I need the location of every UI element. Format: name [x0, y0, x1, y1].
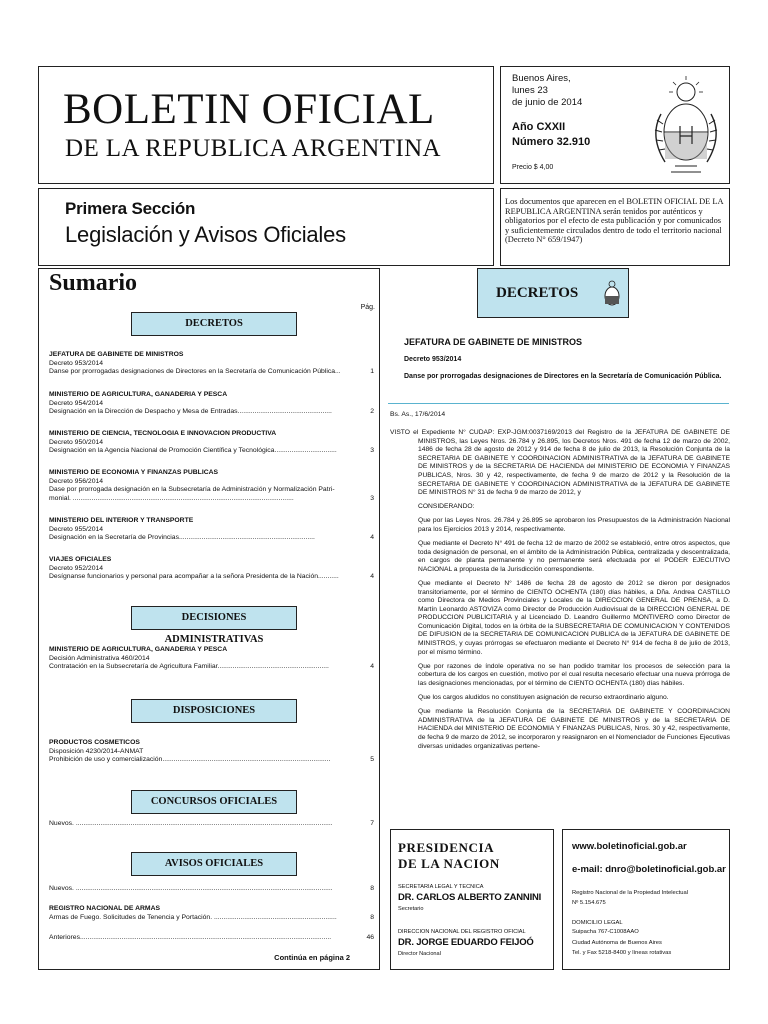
decretos-banner	[477, 268, 629, 318]
entry-decree: Decreto 952/2014	[49, 564, 104, 572]
entry-disposition: Disposición 4230/2014-ANMAT	[49, 747, 144, 755]
entry-text: Anteriores.....................................................................................................................................	[49, 934, 332, 941]
masthead-date-box	[500, 66, 730, 184]
email-link[interactable]: e-mail: dnro@boletinoficial.gob.ar	[572, 864, 726, 875]
secretaria-role: Secretario	[398, 906, 424, 912]
address-label: DOMICILIO LEGAL	[572, 920, 623, 926]
entry-decree: Decreto 950/2014	[49, 438, 104, 446]
legal-notice: Los documentos que aparecen en el BOLETIN OFICIAL DE LA REPUBLICA ARGENTINA serán tenidos por auténticos y obligatorios por el efecto de esta publicación y por comunicados y suficientemente circulados dentro de todo el territorio nacional (Decreto N° 659/1947)	[505, 197, 724, 245]
decree-body	[390, 429, 730, 757]
entry-page: 3	[370, 447, 374, 455]
date-full: de junio de 2014	[512, 97, 583, 108]
section-box	[38, 188, 494, 266]
sumario-entry[interactable]	[49, 517, 374, 543]
entry-decree: Decreto 956/2014	[49, 477, 104, 485]
sumario-entry[interactable]	[49, 934, 374, 943]
date-day: lunes 23	[512, 85, 548, 96]
page-label: Pág.	[360, 304, 375, 311]
year-label: Año CXXII	[512, 121, 566, 133]
decree-number: Decreto 953/2014	[404, 356, 462, 363]
entry-page: 1	[370, 368, 374, 376]
entry-org: MINISTERIO DEL INTERIOR Y TRANSPORTE	[49, 517, 194, 524]
entry-text: Prohibición de uso y comercialización.........................................................................................	[49, 756, 331, 764]
entry-text: Dase por prorrogada designación en la Subsecretaría de Administración y Normalización Patri-	[49, 486, 335, 494]
entry-text: Armas de Fuego. Solicitudes de Tenencia y Portación. .................................................................	[49, 913, 337, 921]
disposiciones-header: DISPOSICIONES	[131, 699, 297, 723]
entry-page: 8	[370, 885, 374, 892]
entry-page: 7	[370, 820, 374, 827]
masthead-title-box	[38, 66, 494, 184]
avisos-header: AVISOS OFICIALES	[131, 852, 297, 876]
entry-page: 8	[370, 913, 374, 921]
registry-label: Registro Nacional de la Propiedad Intelectual	[572, 890, 689, 896]
entry-decree: Decreto 954/2014	[49, 399, 104, 407]
sumario-entry[interactable]	[49, 391, 374, 417]
decree-divider	[388, 403, 729, 404]
decree-summary: Danse por prorrogadas designaciones de Directores en la Secretaría de Comunicación Pública.	[404, 373, 722, 380]
entry-text: Contratación en la Subsecretaría de Agricultura Familiar...........................................................	[49, 663, 329, 671]
sumario-entry[interactable]	[49, 885, 374, 894]
address-city: Ciudad Autónoma de Buenos Aires	[572, 940, 662, 946]
sumario-entry[interactable]	[49, 430, 374, 456]
entry-text: Designación en la Secretaría de Provincias........................................................................	[49, 534, 315, 542]
newspaper-title: BOLETIN OFICIAL	[63, 86, 435, 133]
entry-text: Nuevos. ........................................................................................................................................	[49, 885, 333, 892]
entry-page: 4	[370, 573, 374, 581]
entry-org: PRODUCTOS COSMETICOS	[49, 739, 140, 746]
entry-decree: Decreto 953/2014	[49, 359, 104, 367]
decree-paragraph: Que mediante el Decreto N° 1486 de fecha 28 de agosto de 2012 se dieron por designados transitoriamente, por el término de CIENTO OCHENTA (180) días hábiles, a Dña. Andrea CASTILLO como Directora de Medios Provinciales y Locales de la DIRECCION GENERAL DE PRENSA, a D. Martín Leonardo ASTOVIZA como Director de Producción Audiovisual de la DIRECCION GENERAL DE PRODUCCION PUBLICITARIA y al Licenciado D. Leandro Guillermo MONTIVERO como Director de Comunicación Digital, todos en la órbita de la SUBSECRETARIA DE COMUNICACION Y CONTENIDOS DE DIFUSION de la SECRETARIA DE COMUNICACION PUBLICA de la JEFATURA DE GABINETE DE MINISTROS, y cuyas prórrogas se efectuaron mediante el Decreto N° 914 de fecha 8 de julio de 2013, por el mismo término.	[418, 579, 730, 656]
presidencia-box	[390, 829, 554, 970]
coat-of-arms-icon	[602, 280, 622, 308]
sumario-entry[interactable]	[49, 739, 374, 765]
entry-org: JEFATURA DE GABINETE DE MINISTROS	[49, 351, 184, 358]
sumario-entry[interactable]	[49, 556, 374, 582]
address-street: Suipacha 767-C1008AAO	[572, 929, 639, 935]
direccion-name: DR. JORGE EDUARDO FEIJOÓ	[398, 937, 534, 948]
decree-paragraph: Que por las Leyes Nros. 26.784 y 26.895 se aprobaron los Presupuestos de la Administración Nacional para los Ejercicios 2013 y 2014, respectivamente.	[418, 517, 730, 533]
date-city: Buenos Aires,	[512, 73, 571, 84]
entry-text: Designación en la Dirección de Despacho y Mesa de Entradas..................................................	[49, 408, 332, 416]
entry-decision: Decisión Administrativa 460/2014	[49, 654, 150, 662]
entry-org: MINISTERIO DE AGRICULTURA, GANADERIA Y PESCA	[49, 391, 228, 398]
entry-org: REGISTRO NACIONAL DE ARMAS	[49, 905, 161, 912]
entry-page: 4	[370, 534, 374, 542]
decree-visto: VISTO el Expediente N° CUDAP: EXP-JGM:0037169/2013 del Registro de la JEFATURA DE GABINETE DE MINISTROS, las Leyes Nros. 26.784 y 26.895, los Decretos Nros. 491 de fecha 12 de marzo de 2002, 1486 de fecha 28 de agosto de 2012 y 914 de fecha 8 de julio de 2013, la Resolución Conjunta de la SECRETARIA DE GABINETE Y COORDINACION ADMINISTRATIVA de la JEFATURA DE GABINETE DE MINISTROS y de la SECRETARIA DE HACIENDA del MINISTERIO DE ECONOMIA Y FINANZAS PUBLICAS, Nros. 30 y 42, respectivamente, de fecha 9 de marzo de 2012 y la Resolución de la SECRETARIA DE GABINETE Y COORDINACION ADMINISTRATIVA de la JEFATURA DE GABINETE DE MINISTROS N° 31 de fecha 9 de marzo de 2012, y	[390, 429, 730, 497]
entry-page: 5	[370, 756, 374, 764]
sumario-entry[interactable]	[49, 469, 374, 503]
decree-paragraph: Que por razones de índole operativa no se han podido tramitar los procesos de selección para la cobertura de los cargos en cuestión, motivo por el cual resulta necesario efectuar una nueva prórroga de las designaciones mencionadas, por el término de CIENTO OCHENTA (180) días hábiles.	[418, 662, 730, 687]
phone-info: Tel. y Fax 5218-8400 y líneas rotativas	[572, 950, 672, 956]
registry-number: Nº 5.154.675	[572, 900, 606, 906]
entry-org: VIAJES OFICIALES	[49, 556, 112, 563]
entry-page: 4	[370, 663, 374, 671]
decree-date: Bs. As., 17/6/2014	[390, 411, 446, 418]
decree-paragraph: Que los cargos aludidos no constituyen asignación de recurso extraordinario alguno.	[418, 694, 669, 702]
entry-text: Danse por prorrogadas designaciones de Directores en la Secretaría de Comunicación Pública...	[49, 368, 341, 376]
website-link[interactable]: www.boletinoficial.gob.ar	[572, 841, 687, 852]
price-label: Precio $ 4,00	[512, 164, 554, 171]
sumario-title: Sumario	[49, 270, 138, 296]
secretaria-name: DR. CARLOS ALBERTO ZANNINI	[398, 892, 542, 903]
decree-paragraph: Que mediante la Resolución Conjunta de la SECRETARIA DE GABINETE Y COORDINACION ADMINISTRATIVA de la JEFATURA DE GABINETE DE MINISTROS y de la SECRETARIA DE HACIENDA del MINISTERIO DE ECONOMIA Y FINANZAS PUBLICAS, Nros. 30 y 42, respectivamente, de fecha 9 de marzo de 2012, se incorporaron y reasignaron en el Nomenclador de Funciones Ejecutivas diversas unidades organizativas pertene-	[418, 708, 730, 750]
direccion-label: DIRECCION NACIONAL DEL REGISTRO OFICIAL	[398, 929, 526, 935]
decree-paragraph: Que mediante el Decreto N° 491 de fecha 12 de marzo de 2002 se estableció, entre otros aspectos, que toda designación de personal, en el ámbito de la Administración Pública, centralizada y descentralizada, en cargos de planta permanente y no permanente será efectuada por el PODER EJECUTIVO NACIONAL a propuesta de la Jurisdicción correspondiente.	[418, 540, 730, 573]
decretos-banner-label: DECRETOS	[496, 285, 579, 301]
concursos-header: CONCURSOS OFICIALES	[131, 790, 297, 814]
entry-page: 46	[366, 934, 374, 941]
decree-considerando: CONSIDERANDO:	[418, 503, 475, 511]
entry-page: 3	[370, 494, 374, 502]
entry-org: MINISTERIO DE AGRICULTURA, GANADERIA Y PESCA	[49, 646, 228, 653]
entry-org: MINISTERIO DE CIENCIA, TECNOLOGIA E INNOVACION PRODUCTIVA	[49, 430, 277, 437]
section-subtitle: Legislación y Avisos Oficiales	[65, 222, 346, 247]
sumario-entry[interactable]	[49, 820, 374, 829]
contact-box	[562, 829, 730, 970]
sumario-entry[interactable]	[49, 351, 374, 377]
notice-box	[500, 188, 730, 266]
secretaria-label: SECRETARIA LEGAL Y TECNICA	[398, 884, 484, 890]
entry-text: Designación en la Agencia Nacional de Promoción Científica y Tecnológica.................................	[49, 447, 337, 455]
decisiones-header: DECISIONES ADMINISTRATIVAS	[131, 606, 297, 630]
sumario-entry[interactable]	[49, 646, 374, 672]
section-name: Primera Sección	[65, 199, 196, 218]
sumario-entry[interactable]	[49, 905, 374, 922]
entry-decree: Decreto 955/2014	[49, 525, 104, 533]
newspaper-subtitle: DE LA REPUBLICA ARGENTINA	[65, 135, 441, 162]
entry-org: MINISTERIO DE ECONOMIA Y FINANZAS PUBLICAS	[49, 469, 219, 476]
entry-page: 2	[370, 408, 374, 416]
continued-note[interactable]: Continúa en página 2	[274, 953, 350, 962]
issue-number: Número 32.910	[512, 136, 591, 148]
decretos-header: DECRETOS	[131, 312, 297, 336]
entry-text: Nuevos. ........................................................................................................................................	[49, 820, 333, 827]
decree-org: JEFATURA DE GABINETE DE MINISTROS	[404, 337, 583, 347]
presidencia-title: PRESIDENCIA	[398, 840, 495, 855]
entry-text-cont: monial. .....................................................................................................................	[49, 494, 294, 502]
entry-text: Desígnanse funcionarios y personal para acompañar a la señora Presidenta de la Nación...........	[49, 573, 339, 581]
direccion-role: Director Nacional	[398, 951, 441, 957]
presidencia-subtitle: DE LA NACION	[398, 856, 500, 871]
coat-of-arms-icon	[645, 74, 727, 178]
